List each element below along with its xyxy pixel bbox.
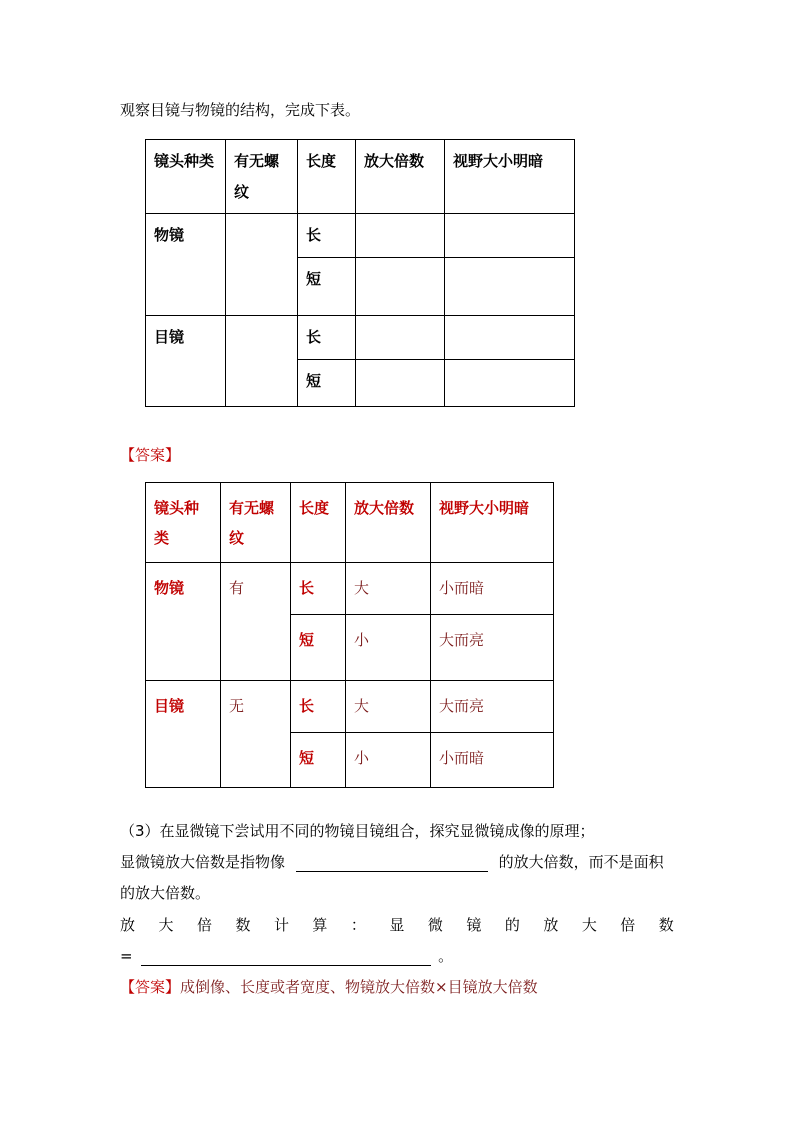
question-3-line-3: 的放大倍数。 bbox=[120, 884, 211, 902]
header-cell: 镜头种类 bbox=[146, 140, 226, 214]
thread-cell bbox=[226, 316, 298, 407]
table-row bbox=[146, 681, 554, 733]
thread-cell: 有 bbox=[221, 563, 291, 681]
length-cell: 短 bbox=[298, 360, 356, 407]
table-row bbox=[146, 214, 575, 258]
answer-blank bbox=[296, 853, 488, 872]
view-cell: 大而亮 bbox=[431, 615, 554, 681]
question-3-line-1: （3）在显微镜下尝试用不同的物镜目镜组合，探究显微镜成像的原理； bbox=[120, 822, 595, 840]
length-cell: 长 bbox=[291, 681, 346, 733]
char: 倍 bbox=[620, 916, 636, 934]
length-cell: 长 bbox=[291, 563, 346, 615]
header-cell: 长度 bbox=[298, 140, 356, 214]
view-cell: 大而亮 bbox=[431, 681, 554, 733]
question-3-line-2 bbox=[120, 851, 664, 872]
answer-text: 成倒像、长度或者宽度、物镜放大倍数×目镜放大倍数 bbox=[180, 978, 538, 996]
period: 。 bbox=[438, 947, 454, 965]
question-3-line-5 bbox=[120, 945, 453, 966]
view-cell bbox=[445, 360, 575, 407]
mag-cell bbox=[356, 258, 445, 316]
table-row bbox=[146, 563, 554, 615]
char: 数 bbox=[658, 916, 674, 934]
answer-label: 【答案】 bbox=[120, 446, 181, 464]
lens-type-cell: 物镜 bbox=[146, 214, 226, 316]
mag-cell: 大 bbox=[346, 563, 431, 615]
answer-label: 【答案】 bbox=[120, 978, 181, 996]
header-cell: 视野大小明暗 bbox=[445, 140, 575, 214]
char: 镜 bbox=[466, 916, 482, 934]
char: 数 bbox=[235, 916, 251, 934]
mag-cell: 小 bbox=[346, 615, 431, 681]
char: 放 bbox=[120, 916, 136, 934]
view-cell bbox=[445, 258, 575, 316]
mag-cell: 小 bbox=[346, 733, 431, 788]
char: 的 bbox=[504, 916, 520, 934]
char: 倍 bbox=[196, 916, 212, 934]
length-cell: 短 bbox=[298, 258, 356, 316]
table-row bbox=[146, 316, 575, 360]
mag-cell bbox=[356, 360, 445, 407]
table-header-row bbox=[146, 483, 554, 563]
answer-2 bbox=[120, 976, 538, 997]
mag-cell: 大 bbox=[346, 681, 431, 733]
length-cell: 短 bbox=[291, 733, 346, 788]
char: 大 bbox=[581, 916, 597, 934]
table-header-row bbox=[146, 140, 575, 214]
header-cell: 视野大小明暗 bbox=[431, 483, 554, 563]
header-cell: 镜头种类 bbox=[146, 483, 221, 563]
equals-sign: = bbox=[120, 947, 133, 965]
char: 微 bbox=[427, 916, 443, 934]
char: 计 bbox=[273, 916, 289, 934]
view-cell bbox=[445, 316, 575, 360]
question-3-text: 的放大倍数，而不是面积 bbox=[498, 853, 664, 871]
mag-cell bbox=[356, 316, 445, 360]
question-3-line-4 bbox=[120, 914, 674, 935]
header-cell: 有无螺纹 bbox=[221, 483, 291, 563]
lens-type-cell: 目镜 bbox=[146, 316, 226, 407]
thread-cell bbox=[226, 214, 298, 316]
char: ： bbox=[350, 916, 366, 934]
question-3-text: 显微镜放大倍数是指物像 bbox=[120, 853, 286, 871]
char: 显 bbox=[389, 916, 405, 934]
header-cell: 有无螺纹 bbox=[226, 140, 298, 214]
header-cell: 长度 bbox=[291, 483, 346, 563]
length-cell: 长 bbox=[298, 214, 356, 258]
lens-type-cell: 物镜 bbox=[146, 563, 221, 681]
mag-cell bbox=[356, 214, 445, 258]
view-cell: 小而暗 bbox=[431, 563, 554, 615]
char: 大 bbox=[158, 916, 174, 934]
length-cell: 短 bbox=[291, 615, 346, 681]
question-table bbox=[145, 139, 575, 407]
view-cell: 小而暗 bbox=[431, 733, 554, 788]
thread-cell: 无 bbox=[221, 681, 291, 788]
answer-table bbox=[145, 482, 554, 788]
char: 算 bbox=[312, 916, 328, 934]
answer-blank bbox=[141, 947, 431, 966]
lens-type-cell: 目镜 bbox=[146, 681, 221, 788]
intro-text: 观察目镜与物镜的结构，完成下表。 bbox=[120, 101, 361, 119]
length-cell: 长 bbox=[298, 316, 356, 360]
header-cell: 放大倍数 bbox=[346, 483, 431, 563]
header-cell: 放大倍数 bbox=[356, 140, 445, 214]
char: 放 bbox=[543, 916, 559, 934]
view-cell bbox=[445, 214, 575, 258]
